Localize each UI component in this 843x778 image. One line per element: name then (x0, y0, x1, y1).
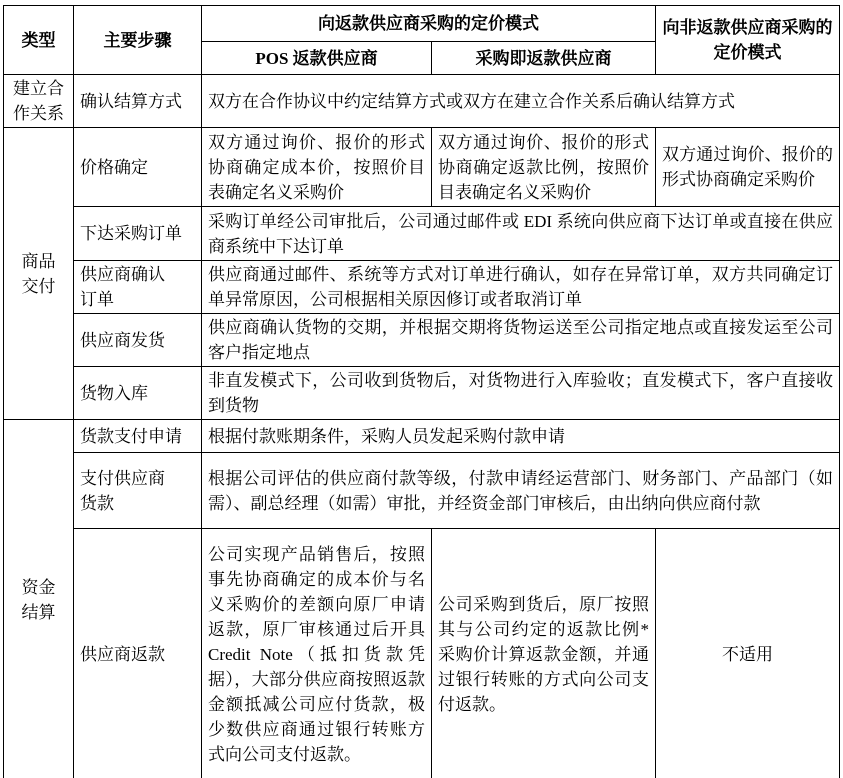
step-cell: 确认结算方式 (74, 75, 202, 128)
procurement-pricing-table (3, 5, 840, 778)
step-cell: 供应商发货 (74, 314, 202, 367)
header-rebate-group: 向返款供应商采购的定价模式 (202, 6, 656, 42)
table-row (4, 207, 840, 261)
step-cell: 价格确定 (74, 128, 202, 207)
table-row (4, 128, 840, 207)
header-pos-supplier: POS 返款供应商 (202, 42, 432, 75)
content-cell: 采购订单经公司审批后，公司通过邮件或 EDI 系统向供应商下达订单或直接在供应商系统中下达订单 (202, 207, 840, 261)
purchase-rebate-cell: 双方通过询价、报价的形式协商确定返款比例，按照价目表确定名义采购价 (432, 128, 656, 207)
table-row (4, 75, 840, 128)
non-rebate-cell: 双方通过询价、报价的形式协商确定采购价 (656, 128, 840, 207)
category-cell: 商品 交付 (4, 128, 74, 420)
table-row (4, 314, 840, 367)
header-steps: 主要步骤 (74, 6, 202, 75)
step-cell: 供应商返款 (74, 529, 202, 778)
step-cell: 供应商确认 订单 (74, 261, 202, 314)
content-cell: 根据付款账期条件，采购人员发起采购付款申请 (202, 420, 840, 453)
category-cell: 资金 结算 (4, 420, 74, 778)
header-type: 类型 (4, 6, 74, 75)
category-cell: 建立合 作关系 (4, 75, 74, 128)
step-cell: 支付供应商 货款 (74, 453, 202, 529)
content-cell: 非直发模式下，公司收到货物后，对货物进行入库验收；直发模式下，客户直接收到货物 (202, 367, 840, 420)
step-cell: 货物入库 (74, 367, 202, 420)
table-row (4, 367, 840, 420)
content-cell: 双方在合作协议中约定结算方式或双方在建立合作关系后确认结算方式 (202, 75, 840, 128)
step-cell: 货款支付申请 (74, 420, 202, 453)
table-row (4, 261, 840, 314)
pos-cell: 公司实现产品销售后，按照事先协商确定的成本价与名义采购价的差额向原厂申请返款，原厂审核通过后开具 Credit Note（抵扣货款凭据），大部分供应商按照返款金额抵减公司应付货款，极少数供应商通过银行转账方式向公司支付返款。 (202, 529, 432, 778)
pos-cell: 双方通过询价、报价的形式协商确定成本价，按照价目表确定名义采购价 (202, 128, 432, 207)
table-row (4, 453, 840, 529)
table-row (4, 529, 840, 778)
content-cell: 根据公司评估的供应商付款等级，付款申请经运营部门、财务部门、产品部门（如需）、副总经理（如需）审批，并经资金部门审核后，由出纳向供应商付款 (202, 453, 840, 529)
header-non-rebate: 向非返款供应商采购的定价模式 (656, 6, 840, 75)
header-purchase-rebate-supplier: 采购即返款供应商 (432, 42, 656, 75)
step-cell: 下达采购订单 (74, 207, 202, 261)
content-cell: 供应商通过邮件、系统等方式对订单进行确认，如存在异常订单，双方共同确定订单异常原因，公司根据相关原因修订或者取消订单 (202, 261, 840, 314)
non-rebate-cell: 不适用 (656, 529, 840, 778)
table-row (4, 420, 840, 453)
content-cell: 供应商确认货物的交期，并根据交期将货物运送至公司指定地点或直接发运至公司客户指定地点 (202, 314, 840, 367)
purchase-rebate-cell: 公司采购到货后，原厂按照其与公司约定的返款比例*采购价计算返款金额，并通过银行转账的方式向公司支付返款。 (432, 529, 656, 778)
